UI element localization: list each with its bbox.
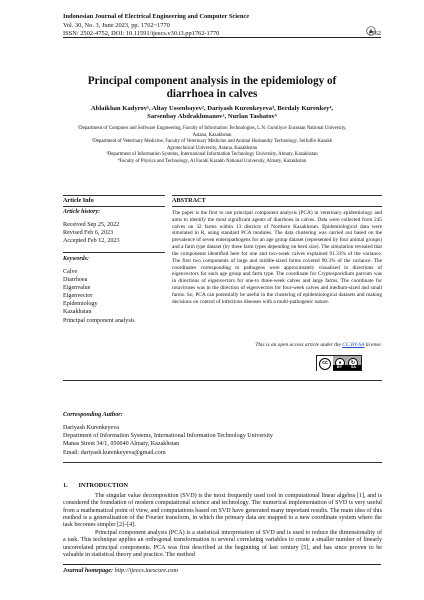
- attribution-icon: ●: [335, 358, 345, 368]
- keyword-item: Epidemiology: [63, 301, 98, 308]
- journal-name: Indonesian Journal of Electrical Engineering and Computer Science: [63, 13, 250, 20]
- open-access-suffix: license.: [364, 342, 382, 348]
- corresponding-rule: [63, 462, 382, 463]
- affiliation-line: ³Department of Information Systems, International Information Technology University, Almaty, Kazakhstan: [106, 152, 318, 158]
- cc-badge-strip: [333, 365, 361, 370]
- affiliation-line: ⁴Faculty of Physics and Technology, Al Farabi Kazakh National University, Almaty, Kazakhstan: [117, 158, 307, 164]
- affiliations: [40, 126, 384, 166]
- abstract-heading: ABSTRACT: [172, 197, 206, 204]
- share-alike-icon: ↻: [348, 358, 358, 368]
- footer-divider: [63, 564, 381, 565]
- affiliation-line: Astana, Kazakhstan: [192, 132, 232, 138]
- paper-title: [50, 75, 374, 101]
- open-access-prefix: This is an open access article under the: [255, 342, 343, 348]
- keyword-item: Kazakhstan: [63, 309, 92, 316]
- journal-homepage: [63, 567, 178, 574]
- article-info-top-rule: [63, 195, 165, 196]
- abstract-rule: [172, 206, 382, 207]
- affiliation-line: ²Department of Veterinary Medicine, Faculty of Veterinary Medicine and Animal Husbandry Technology, Seifullin Kazakh: [91, 139, 333, 145]
- cc-badge-left: [317, 356, 333, 371]
- corresponding-dept: Department of Information Systems, International Information Technology University: [63, 433, 273, 440]
- keywords-rule: [63, 252, 165, 253]
- keyword-item: Calve: [63, 269, 78, 275]
- cc-by-sa-badge[interactable]: [316, 355, 362, 371]
- authors-line-2: Sarsenbay Abdrakhmanov², Nurlan Tashatov⁵: [147, 113, 277, 121]
- corresponding-author-block: [63, 424, 273, 457]
- corresponding-address: Manas Street 34/1, 050040 Almaty, Kazakhstan: [63, 441, 180, 448]
- creative-commons-icon: cc: [319, 358, 331, 370]
- title-line-1: Principal component analysis in the epidemiology of: [87, 75, 337, 87]
- journal-header: [63, 13, 249, 39]
- abstract-text: The paper is the first to use principal component analysis (PCA) in veterinary epidemiology and aims to identify the most significant agents of diarrhoea in calves. Data were collected from 245 calves on 32 farms within 13 districts of Northern Kazakhstan. Epidemiological data were simulated in R, using standard PCA modules. The data clustering was carried out based on the prevalence of seven enteropathogens for an age group dataset (represented by four animal groups) and a farm type dataset (by three farm types depending on herd size). The simulation revealed that the components identified here for one and two-week calves explained 91.33% of the variance. The first two components of large and middle-sized farms covered 90.3% of the variance. The coordinates corresponding to pathogens were approximately visualised in directions of eigenvectors for each age group and farm type. The coordinate for Cryptosporidium parvum was in directions of eigenvectors for one-to three-week calves and large farms. The coordinate for rotaviruses was in the direction of eigenvectors for four-week calves and medium-sized and small farms. So, PCA can potentially be useful in the clustering of epidemiological datasets and making decisions on control of infectious diseases with a multi-pathogenic nature.: [172, 210, 382, 305]
- received-date: Received Sep 25, 2022: [63, 222, 120, 228]
- article-history-heading: Article history:: [63, 209, 101, 215]
- corresponding-email: Email: dariyash.kurenkeyeva@gmail.com: [63, 449, 166, 456]
- header-divider: [63, 37, 381, 38]
- revised-date: Revised Feb 6, 2023: [63, 230, 114, 237]
- article-info-heading: Article Info: [63, 197, 94, 204]
- affiliation-line: ¹Department of Computer and Software Engineering, Faculty of Information Technologies, L.N. Gumilyov Eurasian National University,: [77, 126, 347, 131]
- accepted-date: Accepted Feb 12, 2023: [63, 238, 120, 245]
- abstract-top-rule: [172, 195, 382, 196]
- introduction-paragraph-2: Principal component analysis (PCA) is a statistical interpretation of SVD and is used to reduce the dimensionality of a task. This technique applies an orthogonal transformation to several correlating variables to create a smaller number of linearly uncorrelated principal components. PCA was first described at the beginning of last century [5], and has since proven to be valuable in statistical theory and practice. The method: [63, 530, 382, 558]
- keywords-heading: Keywords:: [63, 256, 89, 262]
- corresponding-heading: Corresponding Author:: [63, 411, 123, 418]
- homepage-label: Journal homepage:: [63, 567, 115, 574]
- open-access-note: [172, 342, 382, 348]
- article-history: [63, 221, 120, 245]
- title-line-2: diarrhoea in calves: [166, 88, 258, 100]
- keyword-item: Eigenvector: [63, 293, 93, 300]
- introduction-paragraph-1: The singular value decomposition (SVD) is the most frequently used tool in computational linear algebra [1], and is considered the foundation of modern computational science and technology. The numerical implementation of SVD is very useful from a mathematical point of view, and computations based on SVD have generated many important results. The main idea of this method is a generalisation of the Fourier transform, in which the primary data are mapped to a new coordinate system where the task becomes simpler [2]–[4].: [63, 493, 382, 528]
- page-number: 1762: [368, 30, 381, 37]
- corresponding-name: Dariyash Kurenkeyeva: [63, 425, 120, 431]
- badge-by-label: BY: [337, 365, 342, 369]
- authors-line-1: Ablaikhan Kadyrov¹, Altay Ussenbayev², Dariyash Kurenkeyeva³, Berdaly Kurenkey⁴,: [90, 105, 334, 112]
- keyword-item: Eigenvalue: [63, 285, 91, 292]
- author-list: [40, 105, 384, 122]
- license-link[interactable]: CC BY-SA: [342, 342, 365, 348]
- keyword-list: [63, 268, 135, 325]
- keyword-item: Principal component analysis: [63, 317, 135, 324]
- introduction-heading: 1. INTRODUCTION: [63, 482, 128, 489]
- abstract-bottom-rule: [63, 380, 382, 381]
- badge-sa-label: SA: [351, 365, 356, 369]
- article-info-rule: [63, 206, 165, 207]
- homepage-link[interactable]: http://ijeecs.iaescore.com: [114, 567, 178, 574]
- volume-line: Vol. 30, No. 3, June 2023, pp. 1762~1770: [63, 21, 170, 29]
- issn-line: ISSN: 2502-4752, DOI: 10.11591/ijeecs.v30.i3.pp1762-1770: [63, 30, 220, 38]
- keyword-item: Diarrhoea: [63, 277, 88, 284]
- affiliation-line: Agrotechnical University, Astana, Kazakhstan: [166, 145, 258, 151]
